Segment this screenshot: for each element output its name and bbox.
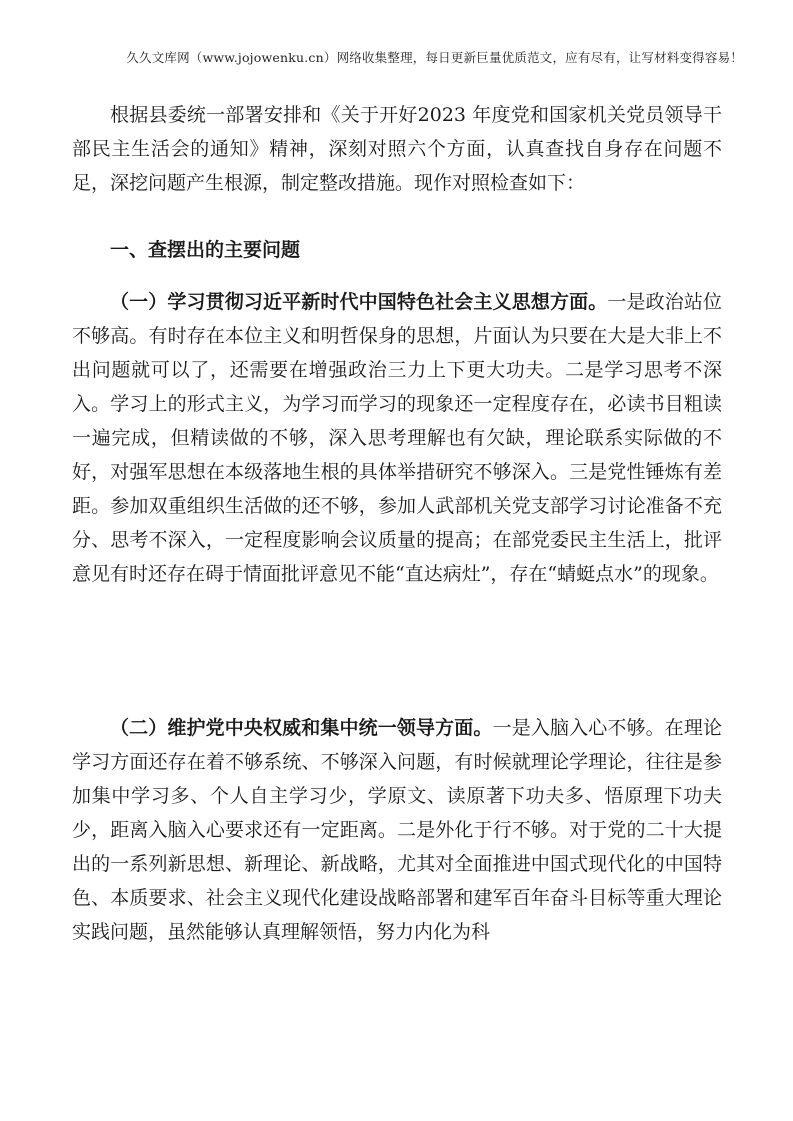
item-1-body: 一是政治站位不够高。有时存在本位主义和明哲保身的思想，片面认为只要在大是大非上不出问题就可以了，还需要在增强政治三力上下更大功夫。二是学习思考不深入。学习上的形式主义，为学习而学习的现象还一定程度存在，必读书目粗读一遍完成，但精读做的不够，深入思考理解也有欠缺，理论联系实际做的不好，对强军思想在本级落地生根的具体举措研究不够深入。三是党性锤炼有差距。参加双重组织生活做的还不够，参加人武部机关党支部学习讨论准备不充分、思考不深入，一定程度影响会议质量的提高；在部党委民主生活上，批评意见有时还存在碍于情面批评意见不能“直达病灶”，存在“蜻蜓点水”的现象。	[72, 291, 722, 585]
item-2-block	[72, 711, 722, 949]
intro-block	[72, 98, 722, 200]
section-heading: 一、查摆出的主要问题	[110, 239, 301, 261]
item-1-paragraph	[72, 285, 722, 591]
item-1-lead: （一）学习贯彻习近平新时代中国特色社会主义思想方面。	[110, 291, 608, 313]
header-note: 久久文库网（www.jojowenku.cn）网络收集整理，每日更新巨量优质范文，应有尽有，让写材料变得容易！	[126, 50, 743, 65]
intro-paragraph: 根据县委统一部署安排和《关于开好2023 年度党和国家机关党员领导干部民主生活会的通知》精神，深刻对照六个方面，认真查找自身存在问题不足，深挖问题产生根源，制定整改措施。现作对照检查如下：	[72, 104, 722, 194]
item-2-lead: （二）维护党中央权威和集中统一领导方面。	[110, 717, 493, 739]
item-2-body: 一是入脑入心不够。在理论学习方面还存在着不够系统、不够深入问题，有时候就理论学理论，往往是参加集中学习多、个人自主学习少，学原文、读原著下功夫多、悟原理下功夫少，距离入脑入心要求还有一定距离。二是外化于行不够。对于党的二十大提出的一系列新思想、新理论、新战略，尤其对全面推进中国式现代化的中国特色、本质要求、社会主义现代化建设战略部署和建军百年奋斗目标等重大理论实践问题，虽然能够认真理解领悟，努力内化为科	[72, 717, 722, 943]
item-1-block	[72, 285, 722, 591]
item-2-paragraph	[72, 711, 722, 949]
